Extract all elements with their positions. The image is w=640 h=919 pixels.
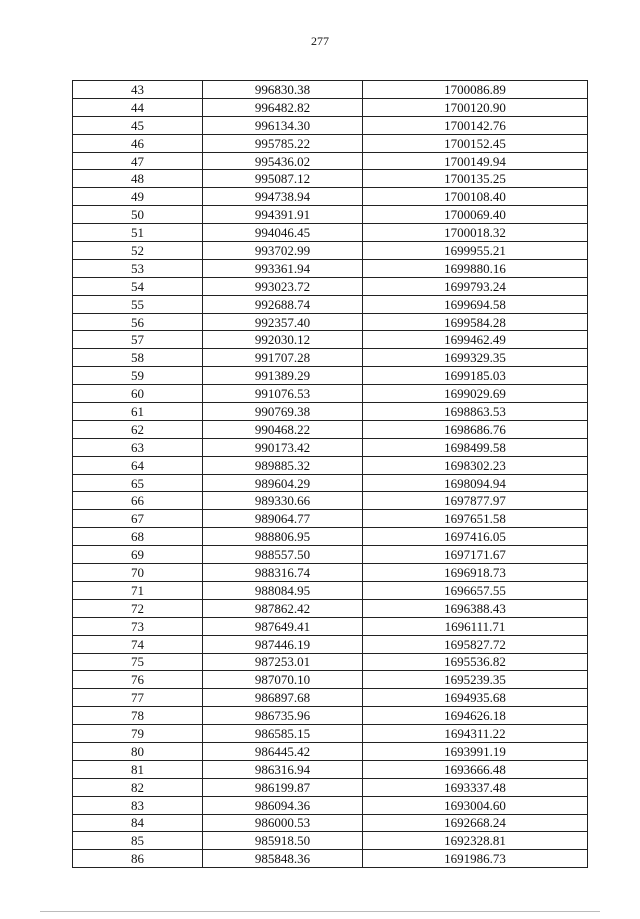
y-coordinate-cell: 1694935.68	[363, 689, 588, 707]
page-number: 277	[311, 34, 329, 48]
y-coordinate-cell: 1700086.89	[363, 81, 588, 99]
y-coordinate-cell: 1693991.19	[363, 742, 588, 760]
table-row	[73, 742, 588, 760]
point-number-cell: 76	[73, 671, 203, 689]
table-row	[73, 778, 588, 796]
x-coordinate-cell: 991389.29	[203, 367, 363, 385]
table-row	[73, 134, 588, 152]
point-number-cell: 47	[73, 152, 203, 170]
x-coordinate-cell: 986199.87	[203, 778, 363, 796]
table-row	[73, 456, 588, 474]
x-coordinate-cell: 987253.01	[203, 653, 363, 671]
table-row	[73, 331, 588, 349]
point-number-cell: 44	[73, 98, 203, 116]
point-number-cell: 60	[73, 385, 203, 403]
point-number-cell: 66	[73, 492, 203, 510]
y-coordinate-cell: 1697877.97	[363, 492, 588, 510]
table-row	[73, 420, 588, 438]
table-row	[73, 206, 588, 224]
table-row	[73, 492, 588, 510]
x-coordinate-cell: 990173.42	[203, 438, 363, 456]
table-row	[73, 277, 588, 295]
y-coordinate-cell: 1694311.22	[363, 725, 588, 743]
point-number-cell: 50	[73, 206, 203, 224]
table-row	[73, 367, 588, 385]
y-coordinate-cell: 1700018.32	[363, 224, 588, 242]
table-row	[73, 528, 588, 546]
point-number-cell: 63	[73, 438, 203, 456]
point-number-cell: 85	[73, 832, 203, 850]
x-coordinate-cell: 990769.38	[203, 403, 363, 421]
x-coordinate-cell: 995436.02	[203, 152, 363, 170]
x-coordinate-cell: 994046.45	[203, 224, 363, 242]
table-row	[73, 188, 588, 206]
y-coordinate-cell: 1699185.03	[363, 367, 588, 385]
x-coordinate-cell: 993361.94	[203, 259, 363, 277]
table-row	[73, 259, 588, 277]
table-row	[73, 760, 588, 778]
point-number-cell: 78	[73, 707, 203, 725]
point-number-cell: 58	[73, 349, 203, 367]
x-coordinate-cell: 986094.36	[203, 796, 363, 814]
point-number-cell: 86	[73, 850, 203, 868]
table-row	[73, 832, 588, 850]
point-number-cell: 52	[73, 242, 203, 260]
x-coordinate-cell: 989604.29	[203, 474, 363, 492]
point-number-cell: 70	[73, 564, 203, 582]
y-coordinate-cell: 1691986.73	[363, 850, 588, 868]
x-coordinate-cell: 989885.32	[203, 456, 363, 474]
x-coordinate-cell: 986585.15	[203, 725, 363, 743]
table-row	[73, 98, 588, 116]
point-number-cell: 43	[73, 81, 203, 99]
point-number-cell: 65	[73, 474, 203, 492]
coordinate-table-body	[73, 81, 588, 868]
table-row	[73, 796, 588, 814]
y-coordinate-cell: 1696111.71	[363, 617, 588, 635]
table-row	[73, 564, 588, 582]
x-coordinate-cell: 996830.38	[203, 81, 363, 99]
point-number-cell: 74	[73, 635, 203, 653]
table-row	[73, 403, 588, 421]
table-row	[73, 385, 588, 403]
y-coordinate-cell: 1700069.40	[363, 206, 588, 224]
point-number-cell: 67	[73, 510, 203, 528]
x-coordinate-cell: 996134.30	[203, 116, 363, 134]
point-number-cell: 73	[73, 617, 203, 635]
x-coordinate-cell: 993702.99	[203, 242, 363, 260]
y-coordinate-cell: 1698094.94	[363, 474, 588, 492]
x-coordinate-cell: 996482.82	[203, 98, 363, 116]
y-coordinate-cell: 1697651.58	[363, 510, 588, 528]
table-row	[73, 814, 588, 832]
y-coordinate-cell: 1698863.53	[363, 403, 588, 421]
y-coordinate-cell: 1696657.55	[363, 581, 588, 599]
x-coordinate-cell: 986316.94	[203, 760, 363, 778]
x-coordinate-cell: 992688.74	[203, 295, 363, 313]
point-number-cell: 72	[73, 599, 203, 617]
table-row	[73, 599, 588, 617]
y-coordinate-cell: 1698499.58	[363, 438, 588, 456]
x-coordinate-cell: 991076.53	[203, 385, 363, 403]
x-coordinate-cell: 988806.95	[203, 528, 363, 546]
x-coordinate-cell: 988084.95	[203, 581, 363, 599]
point-number-cell: 69	[73, 546, 203, 564]
table-row	[73, 224, 588, 242]
point-number-cell: 48	[73, 170, 203, 188]
y-coordinate-cell: 1696388.43	[363, 599, 588, 617]
y-coordinate-cell: 1700120.90	[363, 98, 588, 116]
point-number-cell: 45	[73, 116, 203, 134]
y-coordinate-cell: 1692668.24	[363, 814, 588, 832]
point-number-cell: 61	[73, 403, 203, 421]
point-number-cell: 75	[73, 653, 203, 671]
table-row	[73, 152, 588, 170]
table-row	[73, 438, 588, 456]
point-number-cell: 77	[73, 689, 203, 707]
point-number-cell: 57	[73, 331, 203, 349]
table-row	[73, 850, 588, 868]
x-coordinate-cell: 985918.50	[203, 832, 363, 850]
point-number-cell: 49	[73, 188, 203, 206]
point-number-cell: 51	[73, 224, 203, 242]
y-coordinate-cell: 1699329.35	[363, 349, 588, 367]
x-coordinate-cell: 987446.19	[203, 635, 363, 653]
table-row	[73, 707, 588, 725]
y-coordinate-cell: 1694626.18	[363, 707, 588, 725]
table-row	[73, 349, 588, 367]
table-row	[73, 474, 588, 492]
x-coordinate-cell: 987649.41	[203, 617, 363, 635]
x-coordinate-cell: 995087.12	[203, 170, 363, 188]
point-number-cell: 80	[73, 742, 203, 760]
table-row	[73, 295, 588, 313]
x-coordinate-cell: 986000.53	[203, 814, 363, 832]
point-number-cell: 81	[73, 760, 203, 778]
table-row	[73, 313, 588, 331]
x-coordinate-cell: 992030.12	[203, 331, 363, 349]
table-row	[73, 546, 588, 564]
y-coordinate-cell: 1700142.76	[363, 116, 588, 134]
y-coordinate-cell: 1700152.45	[363, 134, 588, 152]
point-number-cell: 68	[73, 528, 203, 546]
y-coordinate-cell: 1699955.21	[363, 242, 588, 260]
y-coordinate-cell: 1695239.35	[363, 671, 588, 689]
y-coordinate-cell: 1693337.48	[363, 778, 588, 796]
y-coordinate-cell: 1698302.23	[363, 456, 588, 474]
y-coordinate-cell: 1699462.49	[363, 331, 588, 349]
point-number-cell: 64	[73, 456, 203, 474]
x-coordinate-cell: 987862.42	[203, 599, 363, 617]
x-coordinate-cell: 988557.50	[203, 546, 363, 564]
point-number-cell: 53	[73, 259, 203, 277]
x-coordinate-cell: 995785.22	[203, 134, 363, 152]
point-number-cell: 56	[73, 313, 203, 331]
point-number-cell: 79	[73, 725, 203, 743]
table-row	[73, 510, 588, 528]
y-coordinate-cell: 1697416.05	[363, 528, 588, 546]
y-coordinate-cell: 1696918.73	[363, 564, 588, 582]
table-row	[73, 635, 588, 653]
x-coordinate-cell: 986445.42	[203, 742, 363, 760]
y-coordinate-cell: 1699029.69	[363, 385, 588, 403]
table-row	[73, 242, 588, 260]
point-number-cell: 46	[73, 134, 203, 152]
x-coordinate-cell: 994738.94	[203, 188, 363, 206]
table-row	[73, 653, 588, 671]
table-row	[73, 617, 588, 635]
point-number-cell: 84	[73, 814, 203, 832]
point-number-cell: 71	[73, 581, 203, 599]
x-coordinate-cell: 991707.28	[203, 349, 363, 367]
x-coordinate-cell: 992357.40	[203, 313, 363, 331]
point-number-cell: 54	[73, 277, 203, 295]
point-number-cell: 83	[73, 796, 203, 814]
y-coordinate-cell: 1699880.16	[363, 259, 588, 277]
y-coordinate-cell: 1695827.72	[363, 635, 588, 653]
point-number-cell: 82	[73, 778, 203, 796]
y-coordinate-cell: 1697171.67	[363, 546, 588, 564]
y-coordinate-cell: 1699793.24	[363, 277, 588, 295]
y-coordinate-cell: 1692328.81	[363, 832, 588, 850]
y-coordinate-cell: 1699694.58	[363, 295, 588, 313]
point-number-cell: 55	[73, 295, 203, 313]
table-row	[73, 81, 588, 99]
x-coordinate-cell: 985848.36	[203, 850, 363, 868]
x-coordinate-cell: 988316.74	[203, 564, 363, 582]
y-coordinate-cell: 1693666.48	[363, 760, 588, 778]
y-coordinate-cell: 1700135.25	[363, 170, 588, 188]
x-coordinate-cell: 987070.10	[203, 671, 363, 689]
x-coordinate-cell: 993023.72	[203, 277, 363, 295]
coordinate-table	[72, 80, 588, 868]
table-row	[73, 671, 588, 689]
y-coordinate-cell: 1695536.82	[363, 653, 588, 671]
y-coordinate-cell: 1699584.28	[363, 313, 588, 331]
point-number-cell: 59	[73, 367, 203, 385]
x-coordinate-cell: 986735.96	[203, 707, 363, 725]
x-coordinate-cell: 989330.66	[203, 492, 363, 510]
point-number-cell: 62	[73, 420, 203, 438]
x-coordinate-cell: 986897.68	[203, 689, 363, 707]
table-row	[73, 116, 588, 134]
x-coordinate-cell: 994391.91	[203, 206, 363, 224]
x-coordinate-cell: 990468.22	[203, 420, 363, 438]
y-coordinate-cell: 1698686.76	[363, 420, 588, 438]
y-coordinate-cell: 1700108.40	[363, 188, 588, 206]
x-coordinate-cell: 989064.77	[203, 510, 363, 528]
table-row	[73, 725, 588, 743]
table-row	[73, 581, 588, 599]
y-coordinate-cell: 1700149.94	[363, 152, 588, 170]
table-row	[73, 689, 588, 707]
table-row	[73, 170, 588, 188]
bottom-divider	[40, 911, 600, 912]
y-coordinate-cell: 1693004.60	[363, 796, 588, 814]
